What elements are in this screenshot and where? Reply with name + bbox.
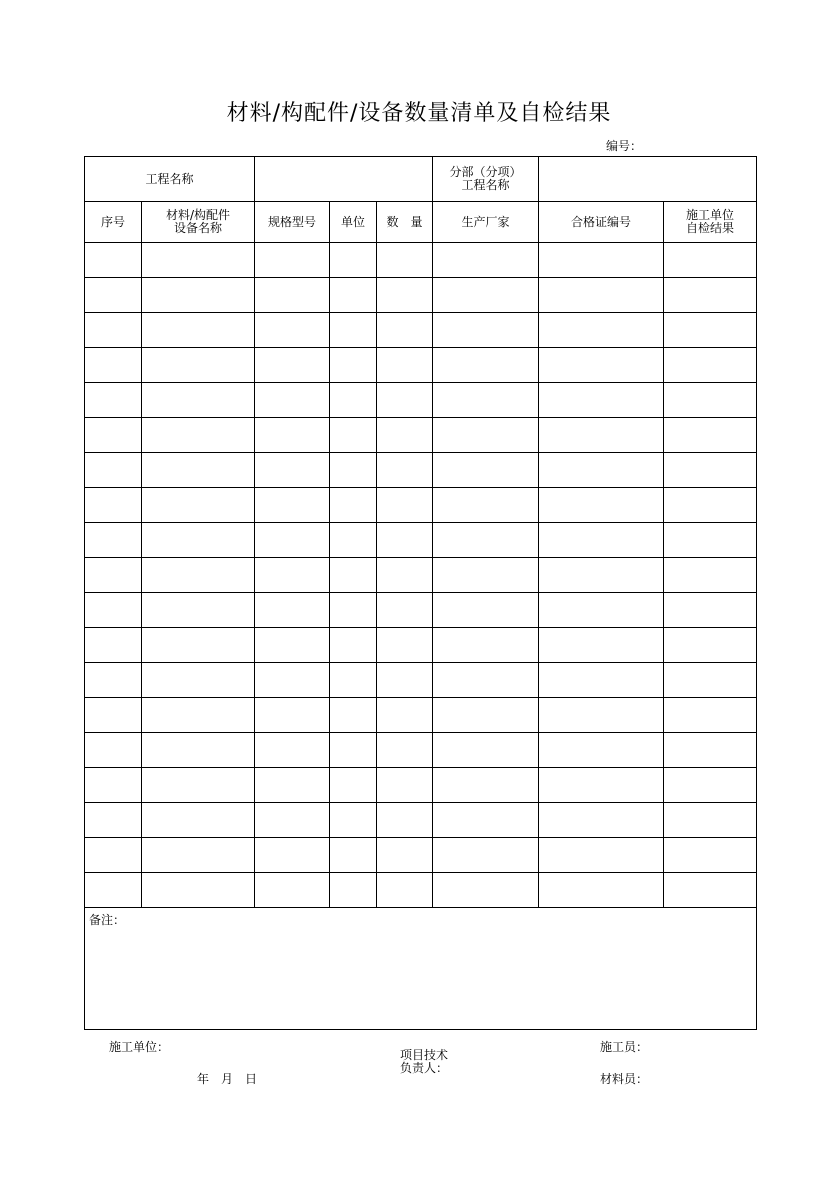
table-cell[interactable] [433, 348, 539, 383]
table-cell[interactable] [85, 278, 142, 313]
table-row [85, 663, 757, 698]
column-header-qty: 数 量 [377, 202, 433, 243]
table-cell[interactable] [664, 768, 757, 803]
table-cell[interactable] [664, 733, 757, 768]
table-cell[interactable] [255, 628, 330, 663]
table-cell[interactable] [433, 873, 539, 908]
table-cell[interactable] [142, 698, 255, 733]
table-cell[interactable] [377, 593, 433, 628]
table-cell[interactable] [330, 558, 377, 593]
table-cell[interactable] [85, 418, 142, 453]
table-row [85, 383, 757, 418]
remark-label: 备注： [89, 913, 126, 927]
tech-lead-label-line2: 负责人： [400, 1061, 449, 1075]
table-cell[interactable] [330, 383, 377, 418]
form-title: 材料/构配件/设备数量清单及自检结果 [226, 101, 612, 126]
table-cell[interactable] [255, 873, 330, 908]
table-cell[interactable] [142, 838, 255, 873]
table-row [85, 488, 757, 523]
table-cell[interactable] [330, 803, 377, 838]
table-cell[interactable] [433, 768, 539, 803]
date-label: 年 月 日 [197, 1072, 258, 1086]
table-cell[interactable] [330, 838, 377, 873]
table-cell[interactable] [377, 803, 433, 838]
table-cell[interactable] [85, 873, 142, 908]
table-cell[interactable] [539, 523, 664, 558]
construction-unit-label: 施工单位： [109, 1040, 170, 1054]
table-row [85, 873, 757, 908]
table-cell[interactable] [85, 593, 142, 628]
table-cell[interactable] [539, 453, 664, 488]
table-cell[interactable] [433, 278, 539, 313]
table-cell[interactable] [433, 628, 539, 663]
table-cell[interactable] [377, 348, 433, 383]
table-cell[interactable] [330, 628, 377, 663]
table-cell[interactable] [377, 838, 433, 873]
table-cell[interactable] [85, 488, 142, 523]
table-cell[interactable] [539, 593, 664, 628]
table-cell[interactable] [330, 733, 377, 768]
table-cell[interactable] [539, 418, 664, 453]
table-cell[interactable] [255, 733, 330, 768]
table-cell[interactable] [142, 453, 255, 488]
table-cell[interactable] [664, 838, 757, 873]
table-cell[interactable] [85, 313, 142, 348]
table-cell[interactable] [330, 313, 377, 348]
table-cell[interactable] [377, 383, 433, 418]
table-cell[interactable] [664, 628, 757, 663]
sub-project-label-line2: 工程名称 [461, 178, 510, 192]
table-cell[interactable] [664, 558, 757, 593]
table-cell[interactable] [377, 243, 433, 278]
table-cell[interactable] [539, 873, 664, 908]
table-cell[interactable] [330, 698, 377, 733]
table-cell[interactable] [142, 348, 255, 383]
table-cell[interactable] [377, 313, 433, 348]
table-cell[interactable] [142, 733, 255, 768]
table-cell[interactable] [664, 593, 757, 628]
table-cell[interactable] [85, 628, 142, 663]
table-cell[interactable] [539, 558, 664, 593]
table-cell[interactable] [255, 313, 330, 348]
table-cell[interactable] [330, 873, 377, 908]
table-cell[interactable] [142, 278, 255, 313]
table-cell[interactable] [433, 733, 539, 768]
sub-project-label-line1: 分部（分项） [449, 165, 522, 179]
table-cell[interactable] [539, 628, 664, 663]
table-cell[interactable] [330, 523, 377, 558]
table-cell[interactable] [539, 768, 664, 803]
table-cell[interactable] [377, 523, 433, 558]
table-cell[interactable] [539, 663, 664, 698]
table-cell[interactable] [330, 243, 377, 278]
table-row [85, 803, 757, 838]
table-cell[interactable] [142, 803, 255, 838]
table-cell[interactable] [433, 803, 539, 838]
table-cell[interactable] [142, 243, 255, 278]
table-cell[interactable] [433, 313, 539, 348]
table-cell[interactable] [377, 698, 433, 733]
column-header-material-line1: 材料/构配件 [165, 208, 231, 222]
table-row [85, 558, 757, 593]
table-cell[interactable] [539, 243, 664, 278]
material-list-table [84, 156, 757, 1030]
column-header-maker: 生产厂家 [433, 202, 539, 243]
table-cell[interactable] [85, 838, 142, 873]
table-cell[interactable] [539, 733, 664, 768]
table-cell[interactable] [255, 523, 330, 558]
table-cell[interactable] [433, 698, 539, 733]
table-cell[interactable] [85, 523, 142, 558]
sub-project-label [433, 157, 539, 202]
table-cell[interactable] [664, 383, 757, 418]
table-cell[interactable] [433, 838, 539, 873]
table-cell[interactable] [433, 523, 539, 558]
table-cell[interactable] [539, 348, 664, 383]
table-cell[interactable] [664, 488, 757, 523]
table-cell[interactable] [433, 558, 539, 593]
column-header-check-line1: 施工单位 [686, 208, 735, 222]
table-cell[interactable] [539, 383, 664, 418]
tech-lead-label [400, 1049, 448, 1075]
table-cell[interactable] [142, 383, 255, 418]
column-header-check-line2: 自检结果 [686, 221, 735, 235]
table-cell[interactable] [377, 558, 433, 593]
column-header-unit: 单位 [330, 202, 377, 243]
table-cell[interactable] [377, 663, 433, 698]
table-cell[interactable] [539, 278, 664, 313]
table-cell[interactable] [377, 418, 433, 453]
constructor-label: 施工员： [600, 1040, 649, 1054]
table-row [85, 593, 757, 628]
table-cell[interactable] [142, 873, 255, 908]
table-cell[interactable] [664, 803, 757, 838]
table-cell[interactable] [664, 278, 757, 313]
table-cell[interactable] [255, 803, 330, 838]
table-row [85, 523, 757, 558]
table-cell[interactable] [330, 663, 377, 698]
table-cell[interactable] [255, 488, 330, 523]
project-name-label: 工程名称 [85, 157, 255, 202]
table-row [85, 418, 757, 453]
table-cell[interactable] [377, 768, 433, 803]
table-cell[interactable] [255, 383, 330, 418]
table-cell[interactable] [664, 418, 757, 453]
table-cell[interactable] [142, 558, 255, 593]
table-cell[interactable] [433, 453, 539, 488]
table-cell[interactable] [255, 348, 330, 383]
table-cell[interactable] [330, 768, 377, 803]
table-cell[interactable] [377, 278, 433, 313]
table-cell[interactable] [433, 593, 539, 628]
material-officer-label: 材料员： [600, 1072, 649, 1086]
table-row [85, 278, 757, 313]
document-number-label: 编号： [606, 139, 643, 153]
table-cell[interactable] [664, 873, 757, 908]
table-cell[interactable] [664, 523, 757, 558]
table-cell[interactable] [433, 663, 539, 698]
table-cell[interactable] [85, 453, 142, 488]
table-cell[interactable] [539, 698, 664, 733]
table-cell[interactable] [539, 313, 664, 348]
table-cell[interactable] [255, 663, 330, 698]
table-cell[interactable] [255, 593, 330, 628]
table-cell[interactable] [539, 803, 664, 838]
table-row [85, 733, 757, 768]
project-name-field[interactable] [255, 157, 433, 202]
table-row [85, 698, 757, 733]
table-cell[interactable] [255, 278, 330, 313]
table-cell[interactable] [255, 453, 330, 488]
table-cell[interactable] [377, 733, 433, 768]
sub-project-field[interactable] [539, 157, 757, 202]
table-cell[interactable] [85, 768, 142, 803]
table-cell[interactable] [255, 698, 330, 733]
remark-row [85, 908, 757, 1030]
table-row [85, 453, 757, 488]
table-row [85, 348, 757, 383]
table-cell[interactable] [664, 313, 757, 348]
table-cell[interactable] [330, 488, 377, 523]
table-cell[interactable] [330, 348, 377, 383]
table-cell[interactable] [142, 593, 255, 628]
table-cell[interactable] [142, 663, 255, 698]
table-cell[interactable] [539, 488, 664, 523]
column-header-material-line2: 设备名称 [174, 221, 223, 235]
table-cell[interactable] [433, 243, 539, 278]
table-cell[interactable] [664, 453, 757, 488]
table-cell[interactable] [433, 488, 539, 523]
table-cell[interactable] [85, 698, 142, 733]
table-cell[interactable] [664, 698, 757, 733]
table-header-row [85, 202, 757, 243]
table-cell[interactable] [377, 873, 433, 908]
table-cell[interactable] [255, 418, 330, 453]
table-cell[interactable] [142, 628, 255, 663]
table-cell[interactable] [664, 663, 757, 698]
table-row [85, 243, 757, 278]
table-row [85, 313, 757, 348]
table-cell[interactable] [85, 383, 142, 418]
table-cell[interactable] [85, 558, 142, 593]
table-cell[interactable] [664, 348, 757, 383]
table-cell[interactable] [330, 278, 377, 313]
column-header-seq: 序号 [85, 202, 142, 243]
table-cell[interactable] [85, 243, 142, 278]
table-cell[interactable] [85, 663, 142, 698]
project-info-row [85, 157, 757, 202]
table-cell[interactable] [255, 768, 330, 803]
table-cell[interactable] [330, 418, 377, 453]
table-cell[interactable] [433, 383, 539, 418]
table-cell[interactable] [433, 418, 539, 453]
column-header-spec: 规格型号 [255, 202, 330, 243]
table-cell[interactable] [142, 418, 255, 453]
table-row [85, 768, 757, 803]
table-cell[interactable] [330, 593, 377, 628]
table-cell[interactable] [85, 733, 142, 768]
table-cell[interactable] [85, 348, 142, 383]
table-cell[interactable] [664, 243, 757, 278]
table-row [85, 838, 757, 873]
table-cell[interactable] [377, 453, 433, 488]
table-cell[interactable] [142, 523, 255, 558]
remark-cell[interactable] [85, 908, 757, 1030]
table-row [85, 628, 757, 663]
table-cell[interactable] [142, 488, 255, 523]
table-cell[interactable] [539, 838, 664, 873]
column-header-check [664, 202, 757, 243]
table-cell[interactable] [377, 628, 433, 663]
column-header-cert: 合格证编号 [539, 202, 664, 243]
table-cell[interactable] [142, 768, 255, 803]
table-cell[interactable] [377, 488, 433, 523]
table-cell[interactable] [85, 803, 142, 838]
table-cell[interactable] [255, 243, 330, 278]
table-cell[interactable] [330, 453, 377, 488]
tech-lead-label-line1: 项目技术 [400, 1048, 449, 1062]
column-header-material [142, 202, 255, 243]
table-cell[interactable] [255, 558, 330, 593]
table-cell[interactable] [255, 838, 330, 873]
table-cell[interactable] [142, 313, 255, 348]
